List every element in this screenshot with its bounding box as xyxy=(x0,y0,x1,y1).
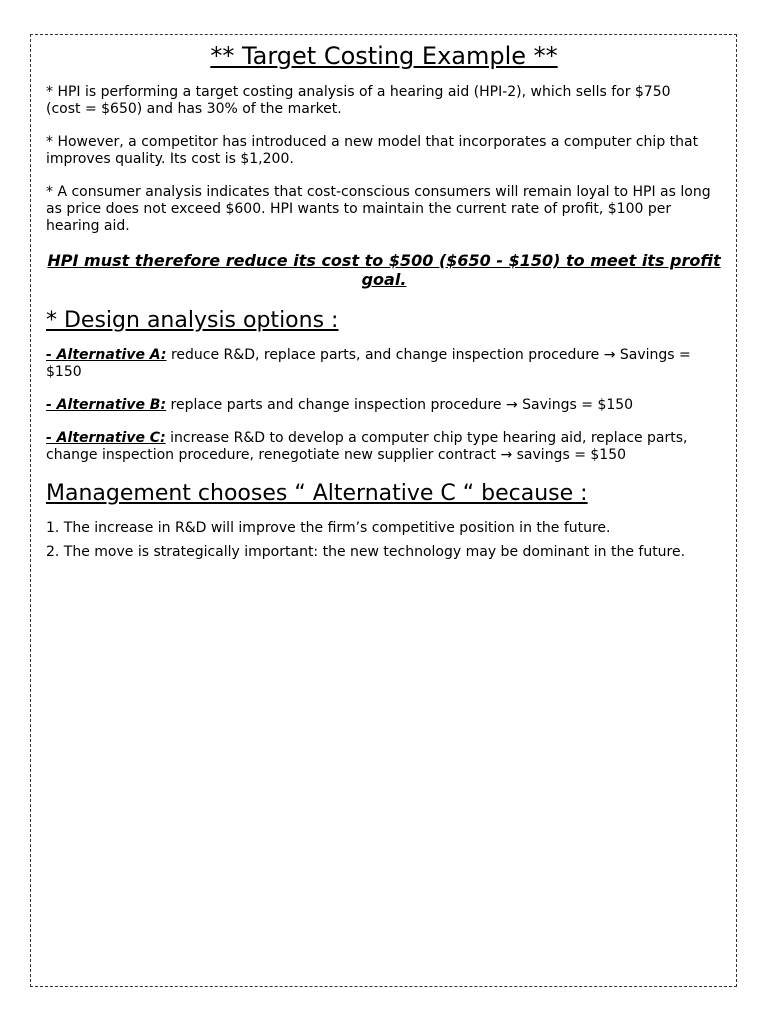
alternative-a-text: reduce R&D, replace parts, and change inspection procedure → Savings = $150 xyxy=(46,347,691,380)
alternative-b-label: - Alternative B: xyxy=(46,397,167,413)
management-heading: Management chooses “ Alternative C “ because : xyxy=(46,481,588,506)
paragraph-consumer-analysis: * A consumer analysis indicates that cost-conscious consumers will remain loyal to HPI as long as price does not exceed $600. HPI wants to maintain the current rate of profit, $100 per hearing aid. xyxy=(46,184,711,234)
reason-item-2: 2. The move is strategically important: the new technology may be dominant in the future. xyxy=(46,544,686,560)
document-title: ** Target Costing Example ** xyxy=(210,42,558,70)
alternative-a xyxy=(46,347,722,381)
alternative-c-text: increase R&D to develop a computer chip type hearing aid, replace parts, change inspection procedure, renegotiate new supplier contract → savings = $150 xyxy=(46,430,688,463)
design-analysis-heading: * Design analysis options : xyxy=(46,308,339,333)
conclusion-statement: HPI must therefore reduce its cost to $500 ($650 - $150) to meet its profit goal. xyxy=(47,251,721,289)
alternative-b-text: replace parts and change inspection procedure → Savings = $150 xyxy=(166,397,634,413)
paragraph-hpi-intro xyxy=(46,84,722,118)
paragraph-hpi-intro-line1: * HPI is performing a target costing analysis of a hearing aid (HPI-2), which sells for $750 xyxy=(46,84,671,100)
alternative-c-label: - Alternative C: xyxy=(46,430,166,446)
alternative-c xyxy=(46,430,722,464)
paragraph-competitor: * However, a competitor has introduced a new model that incorporates a computer chip that improves quality. Its cost is $1,200. xyxy=(46,134,699,167)
alternative-b xyxy=(46,397,722,414)
document-body xyxy=(46,40,722,568)
alternative-a-label: - Alternative A: xyxy=(46,347,167,363)
reason-item-1: 1. The increase in R&D will improve the firm’s competitive position in the future. xyxy=(46,520,611,536)
paragraph-hpi-intro-line2: (cost = $650) and has 30% of the market. xyxy=(46,101,342,117)
